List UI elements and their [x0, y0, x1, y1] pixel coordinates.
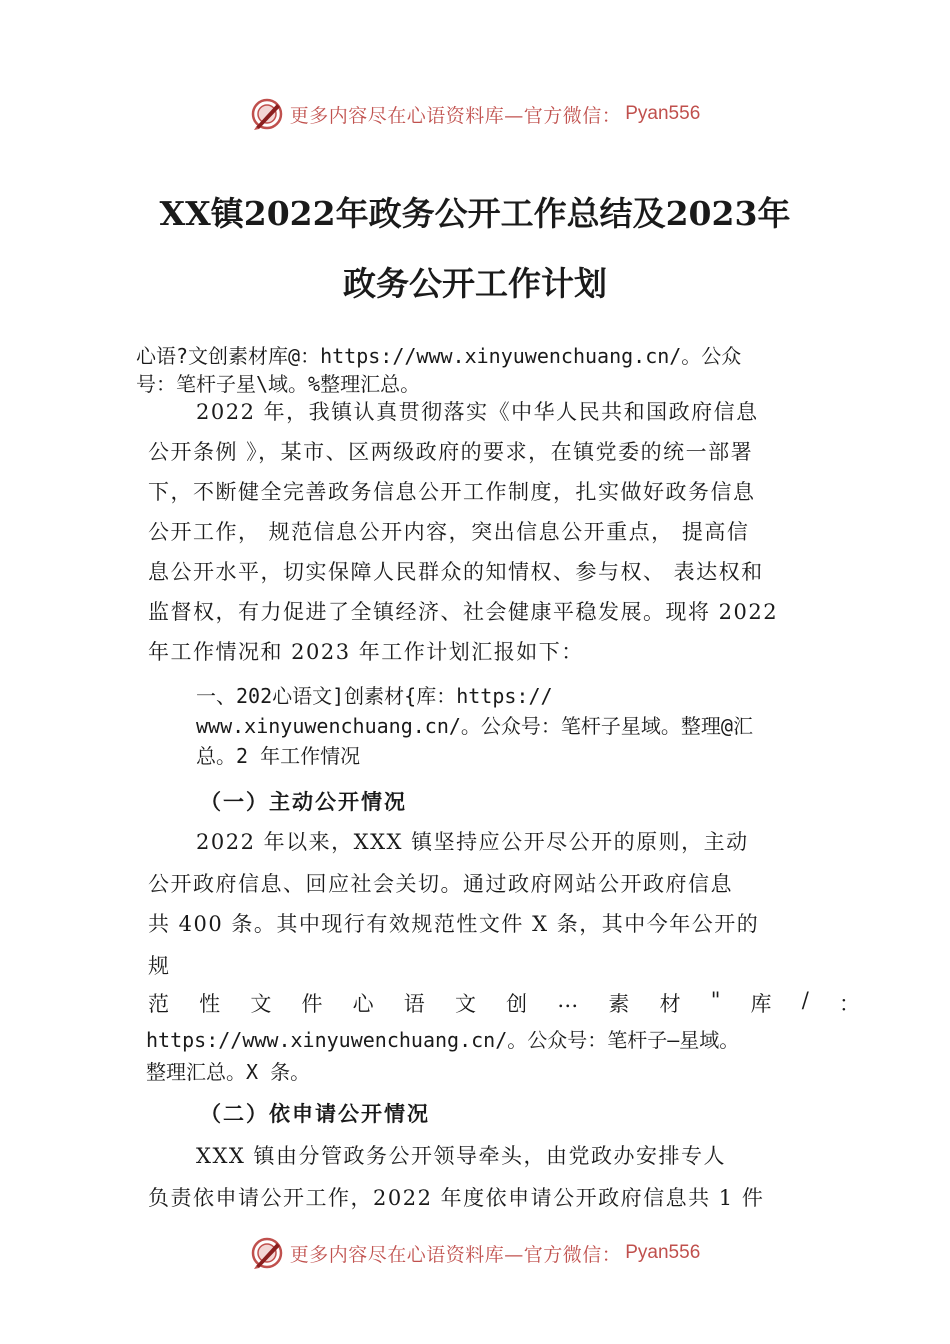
- intro-line: 息公开水平，切实保障人民群众的知情权、参与权、 表达权和: [148, 560, 764, 584]
- section-heading-line: 总。2 年工作情况: [196, 744, 361, 768]
- banner-text: 更多内容尽在心语资料库—官方微信：: [289, 1243, 622, 1266]
- document-title-line-1: XX镇2022年政务公开工作总结及2023年: [159, 194, 791, 233]
- watermark-line: https://www.xinyuwenchuang.cn/。公众号：笔杆子—星域。: [146, 1028, 740, 1052]
- spread-char: 心: [352, 992, 374, 1016]
- spread-char: ：: [838, 992, 860, 1016]
- banner-wechat-id: Pyan556: [625, 1242, 701, 1263]
- spread-char: 素: [608, 992, 630, 1016]
- spread-char: 范: [148, 992, 169, 1016]
- subsection-heading: （二）依申请公开情况: [200, 1101, 430, 1126]
- watermark-line: 整理汇总。X 条。: [146, 1060, 311, 1084]
- paragraph-line: 2022 年以来，XXX 镇坚持应公开尽公开的原则，主动: [196, 830, 749, 854]
- spread-char: 性: [199, 992, 221, 1016]
- banner-text: 更多内容尽在心语资料库—官方微信：: [289, 104, 622, 127]
- paragraph-line: 负责依申请公开工作，2022 年度依申请公开政府信息共 1 件: [148, 1186, 765, 1210]
- spread-char: 创: [506, 992, 528, 1016]
- paragraph-line: 共 400 条。其中现行有效规范性文件 X 条，其中今年公开的: [148, 912, 760, 936]
- banner-wechat-id: Pyan556: [625, 103, 701, 124]
- intro-line: 年工作情况和 2023 年工作计划汇报如下：: [148, 640, 584, 664]
- pen-logo-icon: [250, 97, 284, 131]
- section-heading-line: 一、202心语文]创素材{库：https://: [196, 684, 553, 708]
- subsection-heading: （一）主动公开情况: [200, 789, 407, 814]
- spread-char: …: [557, 988, 579, 1012]
- intro-line: 2022 年，我镇认真贯彻落实《中华人民共和国政府信息: [196, 400, 759, 424]
- spread-char: ": [710, 988, 721, 1012]
- paragraph-line: 公开政府信息、回应社会关切。通过政府网站公开政府信息: [148, 872, 733, 896]
- spread-char: 文: [250, 992, 272, 1016]
- spread-char: 文: [454, 992, 476, 1016]
- document-title-line-2: 政务公开工作计划: [343, 264, 607, 303]
- intro-line: 下，不断健全完善政务信息公开工作制度，扎实做好政务信息: [148, 480, 756, 504]
- section-heading-line: www.xinyuwenchuang.cn/。公众号：笔杆子星域。整理@汇: [196, 714, 753, 738]
- spread-char: 材: [659, 992, 681, 1016]
- intro-line: 公开工作， 规范信息公开内容，突出信息公开重点， 提高信: [148, 520, 750, 544]
- paragraph-line: 规: [148, 954, 171, 978]
- spread-char: 件: [301, 992, 323, 1016]
- paragraph-line: XXX 镇由分管政务公开领导牵头，由党政办安排专人: [196, 1144, 727, 1168]
- intro-line: 监督权，有力促进了全镇经济、社会健康平稳发展。现将 2022: [148, 600, 779, 624]
- spread-char: 库: [750, 992, 772, 1016]
- header-banner: [0, 94, 950, 134]
- footer-banner: [0, 1233, 950, 1273]
- intro-line: 公开条例 》，某市、区两级政府的要求，在镇党委的统一部署: [148, 440, 754, 464]
- spread-char: /: [801, 988, 809, 1012]
- pen-logo-icon: [250, 1236, 284, 1270]
- spread-text-line: [148, 988, 860, 1018]
- watermark-line: 号：笔杆子星\域。%整理汇总。: [136, 372, 421, 396]
- spread-char: 语: [403, 992, 425, 1016]
- watermark-line: 心语?文创素材库@：https://www.xinyuwenchuang.cn/。公众: [136, 344, 742, 368]
